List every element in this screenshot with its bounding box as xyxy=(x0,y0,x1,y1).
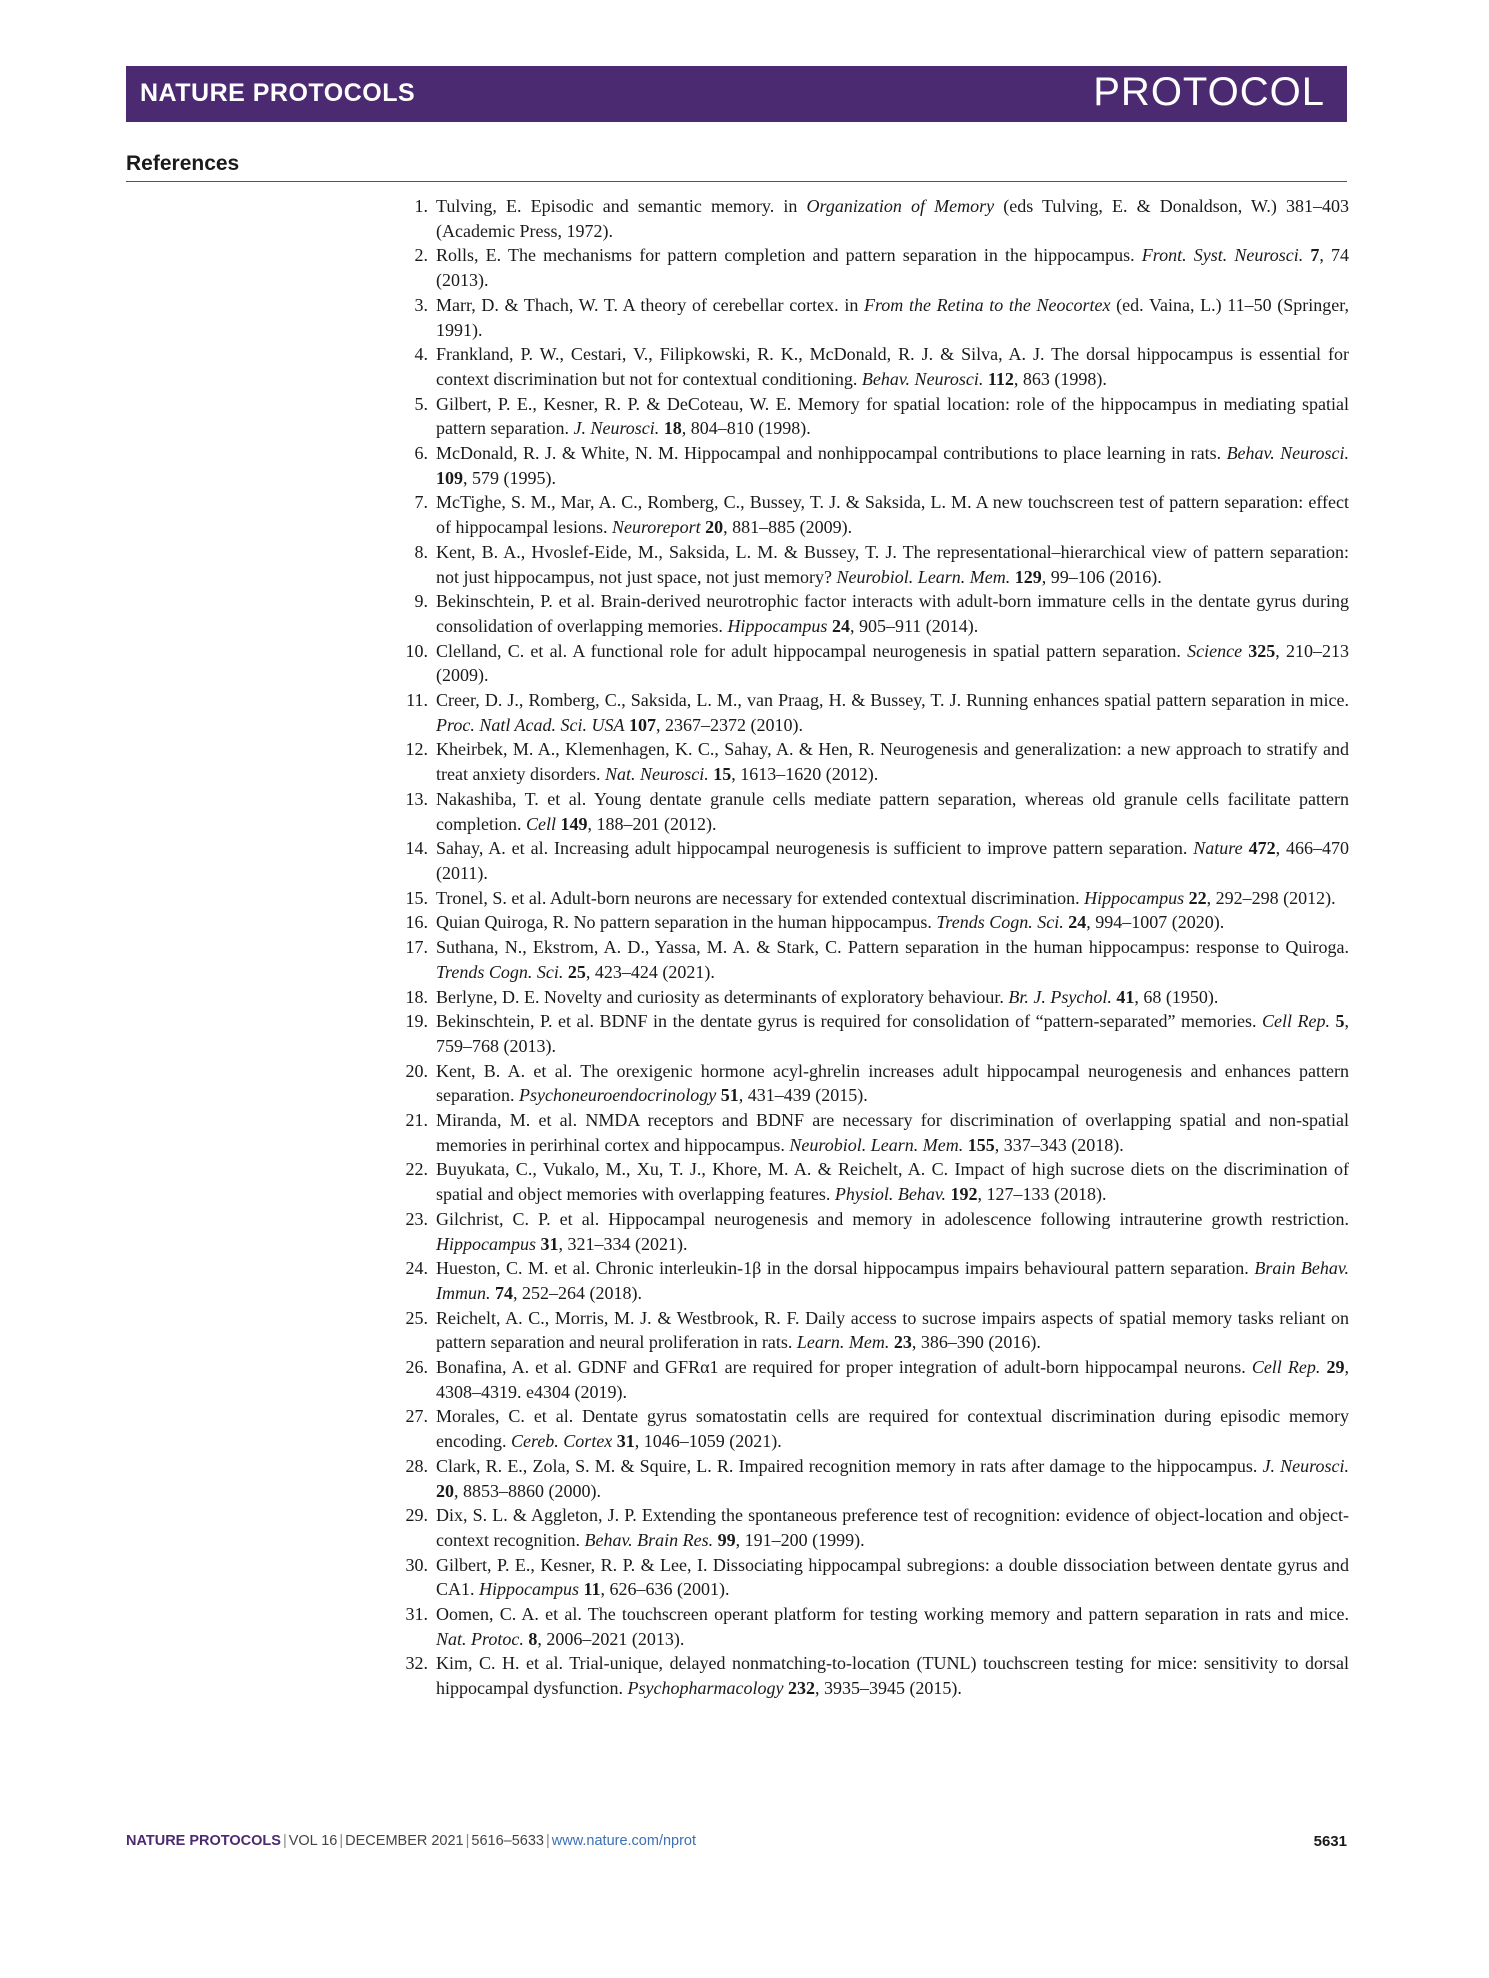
reference-item xyxy=(398,1306,1349,1355)
reference-item xyxy=(398,639,1349,688)
reference-item xyxy=(398,1503,1349,1552)
reference-number: 17. xyxy=(405,937,428,958)
reference-volume: 325 xyxy=(1248,640,1276,661)
reference-volume: 74 xyxy=(495,1282,513,1303)
reference-text: , 321–334 (2021). xyxy=(558,1233,688,1254)
reference-volume: 15 xyxy=(713,764,732,785)
reference-text: , 4308–4319. e4304 (2019). xyxy=(436,1357,1350,1402)
reference-text: Sahay, A. et al. Increasing adult hippocampal neurogenesis is sufficient to improve pattern separation. xyxy=(436,838,1194,859)
reference-text: , 252–264 (2018). xyxy=(513,1282,642,1303)
reference-text: , 905–911 (2014). xyxy=(849,615,979,636)
reference-journal: Proc. Natl Acad. Sci. USA xyxy=(436,714,625,735)
reference-text: Dix, S. L. & Aggleton, J. P. Extending the spontaneous preference test of recognition: evidence of object-location and object-context recognition. xyxy=(436,1505,1349,1550)
reference-number: 8. xyxy=(414,541,428,562)
reference-volume: 31 xyxy=(616,1431,635,1452)
reference-text: Berlyne, D. E. Novelty and curiosity as determinants of exploratory behaviour. xyxy=(436,986,1009,1007)
reference-text: Creer, D. J., Romberg, C., Saksida, L. M., van Praag, H. & Bussey, T. J. Running enhances spatial pattern separation in mice. xyxy=(436,690,1349,711)
reference-number: 13. xyxy=(405,788,428,809)
reference-text: , 68 (1950). xyxy=(1134,986,1219,1007)
reference-text: , 188–201 (2012). xyxy=(587,813,717,834)
reference-number: 10. xyxy=(405,640,428,661)
reference-number: 7. xyxy=(414,492,428,513)
reference-number: 11. xyxy=(406,690,428,711)
reference-item xyxy=(398,1355,1349,1404)
reference-volume: 20 xyxy=(705,517,724,538)
reference-text: , 423–424 (2021). xyxy=(585,961,715,982)
reference-text: , 1613–1620 (2012). xyxy=(731,764,879,785)
reference-item xyxy=(398,1059,1349,1108)
reference-volume: 24 xyxy=(1068,912,1087,933)
reference-journal: Behav. Neurosci. xyxy=(861,368,984,389)
reference-item xyxy=(398,910,1349,935)
reference-number: 29. xyxy=(405,1505,428,1526)
reference-text: Bekinschtein, P. et al. BDNF in the dentate gyrus is required for consolidation of “pattern-separated” memories. xyxy=(436,1011,1262,1032)
reference-number: 20. xyxy=(405,1060,428,1081)
reference-number: 9. xyxy=(414,591,428,612)
reference-volume: 20 xyxy=(436,1480,454,1501)
reference-text: , 863 (1998). xyxy=(1013,368,1107,389)
reference-journal: Trends Cogn. Sci. xyxy=(436,961,564,982)
reference-text: Kim, C. H. et al. Trial-unique, delayed nonmatching-to-location (TUNL) touchscreen testing for mice: sensitivity to dorsal hippocampal dysfunction. xyxy=(436,1653,1349,1699)
reference-text: McDonald, R. J. & White, N. M. Hippocampal and nonhippocampal contributions to place learning in rats. xyxy=(436,443,1227,464)
reference-text: , 881–885 (2009). xyxy=(723,517,853,538)
reference-number: 25. xyxy=(405,1307,428,1328)
reference-number: 22. xyxy=(405,1159,428,1180)
reference-volume: 41 xyxy=(1116,986,1135,1007)
reference-text: Kent, B. A. et al. The orexigenic hormone acyl-ghrelin increases adult hippocampal neurogenesis and enhances pattern separation. xyxy=(436,1060,1349,1106)
reference-item xyxy=(398,886,1349,911)
reference-volume: 22 xyxy=(1188,887,1207,908)
reference-text: , 210–213 (2009). xyxy=(436,640,1349,686)
reference-number: 2. xyxy=(414,245,428,266)
reference-journal: Hippocampus xyxy=(727,615,828,636)
reference-journal: Cell xyxy=(525,813,556,834)
reference-text: , 2367–2372 (2010). xyxy=(655,714,803,735)
reference-journal: Hippocampus xyxy=(1084,887,1185,908)
reference-journal: Nature xyxy=(1193,838,1243,859)
reference-journal: Physiol. Behav. xyxy=(834,1184,947,1205)
reference-volume: 31 xyxy=(540,1233,559,1254)
reference-item xyxy=(398,243,1349,292)
reference-list xyxy=(398,194,1349,1701)
reference-number: 12. xyxy=(405,739,428,760)
reference-number: 26. xyxy=(405,1357,428,1378)
reference-text: Bekinschtein, P. et al. Brain-derived neurotrophic factor interacts with adult-born immature cells in the dentate gyrus during consolidation of overlapping memories. xyxy=(436,591,1349,636)
reference-text: Rolls, E. The mechanisms for pattern completion and pattern separation in the hippocampus. xyxy=(436,245,1142,266)
reference-text: , 8853–8860 (2000). xyxy=(454,1480,601,1501)
reference-text: McTighe, S. M., Mar, A. C., Romberg, C., Bussey, T. J. & Saksida, L. M. A new touchscreen test of pattern separation: effect of hippocampal lesions. xyxy=(436,492,1349,538)
reference-item xyxy=(398,490,1349,539)
reference-journal: Science xyxy=(1187,640,1243,661)
reference-volume: 29 xyxy=(1326,1357,1345,1378)
reference-number: 6. xyxy=(414,443,428,464)
reference-volume: 18 xyxy=(663,418,682,439)
reference-text: , 466–470 (2011). xyxy=(436,838,1350,883)
reference-text: Tulving, E. Episodic and semantic memory. in xyxy=(436,196,807,216)
reference-text: Gilbert, P. E., Kesner, R. P. & DeCoteau, W. E. Memory for spatial location: role of the hippocampus in mediating spatial pattern separation. xyxy=(436,393,1349,439)
reference-text: Miranda, M. et al. NMDA receptors and BDNF are necessary for discrimination of overlapping spatial and non-spatial memories in perirhinal cortex and hippocampus. xyxy=(436,1110,1349,1155)
reference-item xyxy=(398,935,1349,984)
reference-item xyxy=(398,540,1349,589)
reference-text: Marr, D. & Thach, W. T. A theory of cerebellar cortex. in xyxy=(436,294,864,315)
reference-number: 24. xyxy=(405,1258,428,1279)
reference-item xyxy=(398,1009,1349,1058)
reference-journal: From the Retina to the Neocortex xyxy=(863,294,1111,315)
reference-volume: 232 xyxy=(787,1678,815,1699)
reference-item xyxy=(398,836,1349,885)
reference-text: Clelland, C. et al. A functional role for adult hippocampal neurogenesis in spatial pattern separation. xyxy=(436,640,1188,661)
reference-item xyxy=(398,342,1349,391)
reference-volume: 107 xyxy=(628,714,656,735)
reference-number: 18. xyxy=(405,986,428,1007)
references-heading: References xyxy=(126,152,240,175)
reference-volume: 7 xyxy=(1310,245,1320,266)
reference-journal: Psychopharmacology xyxy=(627,1678,784,1699)
reference-journal: J. Neurosci. xyxy=(1262,1455,1349,1476)
reference-volume: 129 xyxy=(1014,566,1042,587)
reference-number: 4. xyxy=(414,344,428,365)
reference-journal: Hippocampus xyxy=(479,1579,580,1600)
reference-text: Frankland, P. W., Cestari, V., Filipkowski, R. K., McDonald, R. J. & Silva, A. J. The dorsal hippocampus is essential for context discrimination but not for contextual conditioning. xyxy=(436,344,1349,389)
reference-text: Tronel, S. et al. Adult-born neurons are necessary for extended contextual discrimination. xyxy=(436,887,1085,908)
reference-text: , 292–298 (2012). xyxy=(1206,887,1336,908)
reference-journal: J. Neurosci. xyxy=(573,418,660,439)
reference-text: Suthana, N., Ekstrom, A. D., Yassa, M. A. & Stark, C. Pattern separation in the human hippocampus: response to Quiroga. xyxy=(436,937,1349,958)
reference-text: , 191–200 (1999). xyxy=(735,1529,865,1550)
reference-item xyxy=(398,293,1349,342)
reference-volume: 24 xyxy=(831,615,850,636)
article-type-label: PROTOCOL xyxy=(1093,70,1325,114)
reference-item xyxy=(398,1454,1349,1503)
reference-journal: Neurobiol. Learn. Mem. xyxy=(836,566,1011,587)
reference-text: , 994–1007 (2020). xyxy=(1086,912,1225,933)
reference-journal: Brain Behav. Immun. xyxy=(436,1258,1350,1303)
footer-pages: 5616–5633 xyxy=(471,1833,544,1849)
reference-journal: Cereb. Cortex xyxy=(510,1431,613,1452)
reference-item xyxy=(398,787,1349,836)
reference-item xyxy=(398,1404,1349,1453)
page-number: 5631 xyxy=(1313,1833,1347,1850)
reference-text: (eds Tulving, E. & Donaldson, W.) 381–403 (Academic Press, 1972). xyxy=(436,196,1349,241)
footer-date: DECEMBER 2021 xyxy=(345,1833,464,1849)
reference-journal: Hippocampus xyxy=(436,1233,536,1254)
reference-journal: Behav. Brain Res. xyxy=(584,1529,714,1550)
reference-volume: 23 xyxy=(893,1332,912,1353)
page-footer: NATURE PROTOCOLS | VOL 16 | DECEMBER 2021 | 5616–5633 | www.nature.com/nprot 5631 xyxy=(126,1833,1347,1850)
reference-number: 14. xyxy=(405,838,428,859)
reference-number: 1. xyxy=(414,196,428,216)
reference-item xyxy=(398,1553,1349,1602)
reference-number: 23. xyxy=(405,1208,428,1229)
reference-item xyxy=(398,688,1349,737)
reference-volume: 99 xyxy=(717,1529,736,1550)
reference-text: Reichelt, A. C., Morris, M. J. & Westbrook, R. F. Daily access to sucrose impairs aspects of spatial memory tasks reliant on pattern separation and neural proliferation in rats. xyxy=(436,1307,1349,1353)
reference-item xyxy=(398,441,1349,490)
reference-text: , 337–343 (2018). xyxy=(994,1134,1124,1155)
reference-text: , 431–439 (2015). xyxy=(738,1085,868,1106)
reference-item xyxy=(398,1651,1349,1700)
reference-number: 15. xyxy=(405,887,428,908)
reference-text: , 2006–2021 (2013). xyxy=(537,1628,685,1649)
reference-number: 21. xyxy=(405,1110,428,1131)
reference-journal: Cell Rep. xyxy=(1251,1357,1321,1378)
reference-volume: 112 xyxy=(987,368,1014,389)
reference-text: Buyukata, C., Vukalo, M., Xu, T. J., Khore, M. A. & Reichelt, A. C. Impact of high sucrose diets on the discrimination of spatial and object memories with overlapping features. xyxy=(436,1159,1349,1205)
reference-volume: 51 xyxy=(720,1085,739,1106)
reference-text: Bonafina, A. et al. GDNF and GFRα1 are required for proper integration of adult-born hippocampal neurons. xyxy=(436,1357,1252,1378)
reference-text: , 804–810 (1998). xyxy=(681,418,811,439)
reference-item xyxy=(398,985,1349,1010)
reference-number: 27. xyxy=(405,1406,428,1427)
reference-text: Clark, R. E., Zola, S. M. & Squire, L. R. Impaired recognition memory in rats after damage to the hippocampus. xyxy=(436,1455,1263,1476)
reference-text: Hueston, C. M. et al. Chronic interleukin-1β in the dorsal hippocampus impairs behavioural pattern separation. xyxy=(436,1258,1255,1279)
reference-text: , 74 (2013). xyxy=(436,245,1350,291)
reference-journal: Trends Cogn. Sci. xyxy=(936,912,1064,933)
reference-volume: 8 xyxy=(528,1628,538,1649)
reference-text: , 386–390 (2016). xyxy=(911,1332,1041,1353)
reference-journal: Cell Rep. xyxy=(1262,1011,1330,1032)
reference-text: Oomen, C. A. et al. The touchscreen operant platform for testing working memory and pattern separation in rats and mice. xyxy=(436,1604,1349,1625)
reference-text: Kent, B. A., Hvoslef-Eide, M., Saksida, L. M. & Bussey, T. J. The representational–hierarchical view of pattern separation: not just hippocampus, not just space, not just memory? xyxy=(436,541,1349,587)
reference-volume: 11 xyxy=(583,1579,601,1600)
reference-volume: 109 xyxy=(436,467,463,488)
reference-volume: 149 xyxy=(560,813,588,834)
reference-number: 31. xyxy=(405,1604,428,1625)
reference-item xyxy=(398,1602,1349,1651)
journal-header-bar xyxy=(126,66,1347,122)
reference-journal: Br. J. Psychol. xyxy=(1008,986,1112,1007)
reference-text: , 127–133 (2018). xyxy=(977,1184,1107,1205)
heading-divider xyxy=(126,181,1347,182)
reference-number: 28. xyxy=(405,1455,428,1476)
reference-text: , 99–106 (2016). xyxy=(1041,566,1162,587)
reference-text: Nakashiba, T. et al. Young dentate granule cells mediate pattern separation, whereas old granule cells facilitate pattern completion. xyxy=(436,788,1349,834)
reference-text: (ed. Vaina, L.) 11–50 (Springer, 1991). xyxy=(436,294,1349,340)
reference-number: 19. xyxy=(405,1011,428,1032)
reference-text: , 626–636 (2001). xyxy=(600,1579,730,1600)
reference-volume: 192 xyxy=(950,1184,978,1205)
footer-volume: VOL 16 xyxy=(288,1833,338,1849)
reference-text: Gilchrist, C. P. et al. Hippocampal neurogenesis and memory in adolescence following intrauterine growth restriction. xyxy=(436,1208,1349,1229)
reference-text: Quian Quiroga, R. No pattern separation in the human hippocampus. xyxy=(436,912,937,933)
reference-volume: 472 xyxy=(1248,838,1276,859)
reference-text: , 579 (1995). xyxy=(463,467,556,488)
reference-journal: Nat. Neurosci. xyxy=(604,764,709,785)
reference-number: 5. xyxy=(414,393,428,414)
reference-number: 16. xyxy=(405,912,428,933)
reference-volume: 25 xyxy=(567,961,586,982)
reference-journal: Nat. Protoc. xyxy=(436,1628,524,1649)
reference-text: , 759–768 (2013). xyxy=(436,1011,1350,1056)
footer-journal-link[interactable]: www.nature.com/nprot xyxy=(551,1833,697,1849)
reference-item xyxy=(398,392,1349,441)
reference-journal: Psychoneuroendocrinology xyxy=(518,1085,717,1106)
reference-item xyxy=(398,737,1349,786)
journal-name: NATURE PROTOCOLS xyxy=(140,79,416,107)
reference-journal: Front. Syst. Neurosci. xyxy=(1141,245,1304,266)
reference-text: , 3935–3945 (2015). xyxy=(814,1678,962,1699)
reference-journal: Learn. Mem. xyxy=(796,1332,890,1353)
reference-text: , 1046–1059 (2021). xyxy=(634,1431,782,1452)
reference-volume: 155 xyxy=(967,1134,995,1155)
reference-item xyxy=(398,589,1349,638)
reference-number: 32. xyxy=(405,1653,428,1674)
reference-item xyxy=(398,1207,1349,1256)
reference-journal: Behav. Neurosci. xyxy=(1226,443,1349,464)
reference-number: 3. xyxy=(414,294,428,315)
reference-number: 30. xyxy=(405,1554,428,1575)
reference-volume: 5 xyxy=(1335,1011,1345,1032)
reference-item xyxy=(398,1108,1349,1157)
reference-text: Gilbert, P. E., Kesner, R. P. & Lee, I. Dissociating hippocampal subregions: a double dissociation between dentate gyrus and CA1. xyxy=(436,1554,1349,1600)
reference-text: Kheirbek, M. A., Klemenhagen, K. C., Sahay, A. & Hen, R. Neurogenesis and generalization: a new approach to stratify and treat anxiety disorders. xyxy=(436,739,1349,785)
reference-text: Morales, C. et al. Dentate gyrus somatostatin cells are required for contextual discrimination during episodic memory encoding. xyxy=(436,1406,1349,1452)
reference-journal: Neurobiol. Learn. Mem. xyxy=(789,1134,964,1155)
reference-item xyxy=(398,194,1349,243)
reference-item xyxy=(398,1157,1349,1206)
reference-journal: Neuroreport xyxy=(611,517,701,538)
reference-journal: Organization of Memory xyxy=(806,196,995,216)
footer-journal-name: NATURE PROTOCOLS xyxy=(126,1833,281,1849)
reference-item xyxy=(398,1256,1349,1305)
